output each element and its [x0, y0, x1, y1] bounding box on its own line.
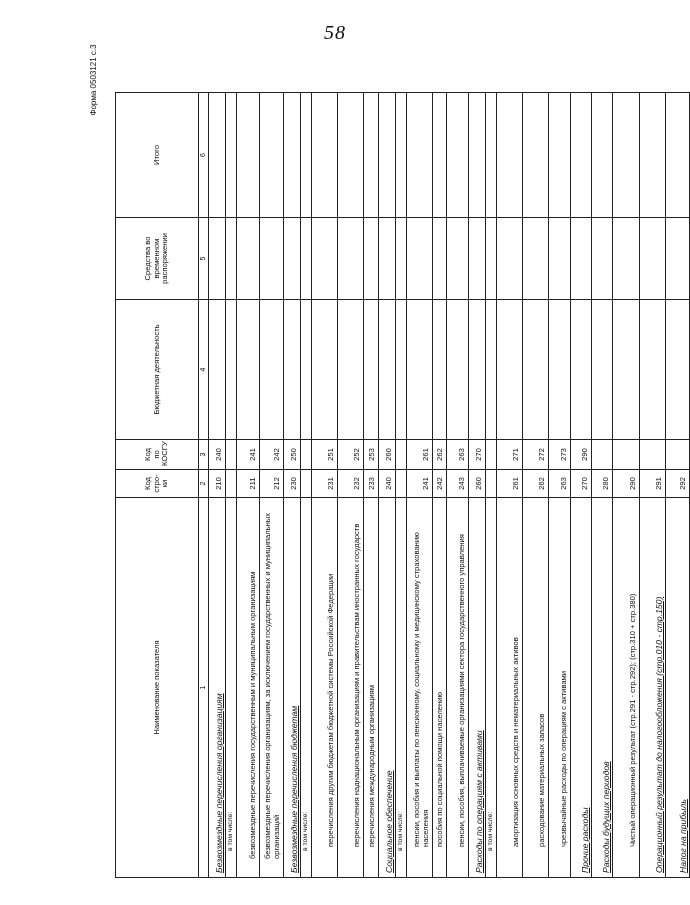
- cell-temporary: [433, 218, 447, 300]
- row-name: Безвозмездные перечисления организациям: [209, 498, 226, 878]
- cell-total: [301, 93, 312, 218]
- cell-total: [523, 93, 549, 218]
- cell-temporary: [209, 218, 226, 300]
- cell-temporary: [571, 218, 592, 300]
- row-line-code: [226, 470, 237, 498]
- row-name: Операционный результат до налогообложения (стр.010 - стр.150): [640, 498, 666, 878]
- table-row: [592, 93, 613, 878]
- row-kosgu-code: 250: [284, 440, 301, 470]
- row-name: в том числе:: [301, 498, 312, 878]
- cell-total: [379, 93, 396, 218]
- row-name: в том числе:: [226, 498, 237, 878]
- cell-temporary: [301, 218, 312, 300]
- header-name: Наименование показателя: [116, 498, 199, 878]
- row-line-code: [301, 470, 312, 498]
- cell-budget: [284, 300, 301, 440]
- row-line-code: 212: [260, 470, 284, 498]
- table-row: [433, 93, 447, 878]
- table-row: [209, 93, 226, 878]
- cell-budget: [312, 300, 338, 440]
- row-name: в том числе:: [486, 498, 497, 878]
- row-kosgu-code: 241: [237, 440, 260, 470]
- cell-budget: [364, 300, 379, 440]
- cell-total: [396, 93, 407, 218]
- row-name: пособия по социальной помощи населению: [433, 498, 447, 878]
- cell-total: [549, 93, 571, 218]
- table-row: [666, 93, 690, 878]
- row-kosgu-code: 263: [447, 440, 469, 470]
- row-name: амортизация основных средств и нематериальных активов: [497, 498, 523, 878]
- table-row: [486, 93, 497, 878]
- row-name: перечисления международным организациям: [364, 498, 379, 878]
- row-line-code: 290: [613, 470, 640, 498]
- column-number: 1: [199, 498, 209, 878]
- cell-budget: [571, 300, 592, 440]
- cell-budget: [209, 300, 226, 440]
- cell-total: [592, 93, 613, 218]
- cell-total: [284, 93, 301, 218]
- cell-total: [433, 93, 447, 218]
- row-line-code: 280: [592, 470, 613, 498]
- row-line-code: 243: [447, 470, 469, 498]
- table-row: [284, 93, 301, 878]
- row-name: чрезвычайные расходы по операциям с активами: [549, 498, 571, 878]
- cell-total: [407, 93, 433, 218]
- row-name: расходование материальных запасов: [523, 498, 549, 878]
- row-line-code: 242: [433, 470, 447, 498]
- row-kosgu-code: [486, 440, 497, 470]
- cell-budget: [613, 300, 640, 440]
- cell-budget: [640, 300, 666, 440]
- cell-budget: [549, 300, 571, 440]
- cell-budget: [469, 300, 486, 440]
- table-row: [301, 93, 312, 878]
- table-row: [237, 93, 260, 878]
- header-line-code: Код стро-ки: [116, 470, 199, 498]
- row-name: безвозмездные перечисления организациям, за исключением государственных и муниципальных организаций: [260, 498, 284, 878]
- row-line-code: 261: [497, 470, 523, 498]
- cell-total: [312, 93, 338, 218]
- column-number: 2: [199, 470, 209, 498]
- cell-temporary: [237, 218, 260, 300]
- table-row: [640, 93, 666, 878]
- row-kosgu-code: [592, 440, 613, 470]
- page-number: 58: [324, 22, 346, 44]
- header-budget: Бюджетная деятельность: [116, 300, 199, 440]
- row-kosgu-code: [666, 440, 690, 470]
- cell-temporary: [486, 218, 497, 300]
- column-number: 4: [199, 300, 209, 440]
- row-line-code: 263: [549, 470, 571, 498]
- cell-total: [613, 93, 640, 218]
- row-name: Расходы по операциям с активами: [469, 498, 486, 878]
- header-row: [116, 93, 199, 878]
- row-kosgu-code: [226, 440, 237, 470]
- cell-budget: [237, 300, 260, 440]
- row-kosgu-code: 253: [364, 440, 379, 470]
- cell-temporary: [497, 218, 523, 300]
- table-row: [497, 93, 523, 878]
- row-line-code: 291: [640, 470, 666, 498]
- column-number: 6: [199, 93, 209, 218]
- row-kosgu-code: 240: [209, 440, 226, 470]
- row-line-code: 241: [407, 470, 433, 498]
- table-row: [571, 93, 592, 878]
- cell-temporary: [312, 218, 338, 300]
- cell-temporary: [469, 218, 486, 300]
- table-row: [338, 93, 364, 878]
- row-kosgu-code: 252: [338, 440, 364, 470]
- row-line-code: 210: [209, 470, 226, 498]
- column-number: 5: [199, 218, 209, 300]
- column-number-row: [199, 93, 209, 878]
- table-row: [396, 93, 407, 878]
- cell-budget: [486, 300, 497, 440]
- header-total: Итого: [116, 93, 199, 218]
- row-name: в том числе:: [396, 498, 407, 878]
- row-kosgu-code: [640, 440, 666, 470]
- row-line-code: 230: [284, 470, 301, 498]
- row-line-code: [396, 470, 407, 498]
- row-kosgu-code: 290: [571, 440, 592, 470]
- row-line-code: 211: [237, 470, 260, 498]
- row-line-code: 292: [666, 470, 690, 498]
- cell-budget: [301, 300, 312, 440]
- table-row: [260, 93, 284, 878]
- cell-budget: [379, 300, 396, 440]
- row-name: безвозмездные перечисления государственным и муниципальным организациям: [237, 498, 260, 878]
- header-kosgu-code: Код по КОСГУ: [116, 440, 199, 470]
- cell-temporary: [364, 218, 379, 300]
- cell-budget: [592, 300, 613, 440]
- cell-budget: [523, 300, 549, 440]
- cell-total: [640, 93, 666, 218]
- cell-total: [338, 93, 364, 218]
- cell-total: [571, 93, 592, 218]
- table-row: [523, 93, 549, 878]
- cell-budget: [260, 300, 284, 440]
- row-name: Чистый операционный результат (стр.291 - стр.292); (стр.310 + стр.380): [613, 498, 640, 878]
- cell-budget: [666, 300, 690, 440]
- cell-budget: [447, 300, 469, 440]
- row-name: Расходы будущих периодов: [592, 498, 613, 878]
- cell-budget: [497, 300, 523, 440]
- table-row: [379, 93, 396, 878]
- cell-total: [666, 93, 690, 218]
- form-code: Форма 0503121 с.3: [89, 44, 98, 116]
- cell-total: [469, 93, 486, 218]
- cell-total: [260, 93, 284, 218]
- cell-temporary: [260, 218, 284, 300]
- row-name: пенсии, пособия и выплаты по пенсионному, социальному и медицинскому страхованию населения: [407, 498, 433, 878]
- row-line-code: 262: [523, 470, 549, 498]
- row-name: Прочие расходы: [571, 498, 592, 878]
- row-kosgu-code: 273: [549, 440, 571, 470]
- table-row: [549, 93, 571, 878]
- row-line-code: [486, 470, 497, 498]
- table-row: [364, 93, 379, 878]
- row-line-code: 232: [338, 470, 364, 498]
- cell-total: [364, 93, 379, 218]
- cell-temporary: [613, 218, 640, 300]
- row-name: пенсии, пособия, выплачиваемые организациями сектора государственного управления: [447, 498, 469, 878]
- row-kosgu-code: 272: [523, 440, 549, 470]
- row-name: перечисления другим бюджетам бюджетной системы Российской Федерации: [312, 498, 338, 878]
- row-kosgu-code: 261: [407, 440, 433, 470]
- cell-temporary: [666, 218, 690, 300]
- table-row: [312, 93, 338, 878]
- cell-temporary: [226, 218, 237, 300]
- row-kosgu-code: 271: [497, 440, 523, 470]
- header-temporary: Средства во временном распоряжении: [116, 218, 199, 300]
- cell-temporary: [379, 218, 396, 300]
- cell-total: [237, 93, 260, 218]
- row-name: перечисления наднациональным организациям и правительствам иностранных государств: [338, 498, 364, 878]
- cell-temporary: [640, 218, 666, 300]
- cell-total: [486, 93, 497, 218]
- report-table: [115, 92, 690, 878]
- cell-temporary: [338, 218, 364, 300]
- row-kosgu-code: [613, 440, 640, 470]
- column-number: 3: [199, 440, 209, 470]
- row-kosgu-code: 260: [379, 440, 396, 470]
- table-row: [613, 93, 640, 878]
- row-kosgu-code: [396, 440, 407, 470]
- row-kosgu-code: [301, 440, 312, 470]
- cell-temporary: [447, 218, 469, 300]
- row-name: Безвозмездные перечисления бюджетам: [284, 498, 301, 878]
- cell-temporary: [549, 218, 571, 300]
- cell-temporary: [407, 218, 433, 300]
- row-kosgu-code: 262: [433, 440, 447, 470]
- rotated-report-table: [115, 93, 688, 878]
- row-name: Налог на прибыль: [666, 498, 690, 878]
- row-line-code: 260: [469, 470, 486, 498]
- row-kosgu-code: 251: [312, 440, 338, 470]
- table-row: [407, 93, 433, 878]
- cell-budget: [407, 300, 433, 440]
- cell-temporary: [284, 218, 301, 300]
- row-name: Социальное обеспечение: [379, 498, 396, 878]
- cell-total: [209, 93, 226, 218]
- cell-total: [497, 93, 523, 218]
- row-line-code: 240: [379, 470, 396, 498]
- cell-budget: [226, 300, 237, 440]
- row-line-code: 231: [312, 470, 338, 498]
- row-kosgu-code: 242: [260, 440, 284, 470]
- cell-budget: [396, 300, 407, 440]
- cell-budget: [338, 300, 364, 440]
- row-line-code: 270: [571, 470, 592, 498]
- cell-budget: [433, 300, 447, 440]
- cell-temporary: [592, 218, 613, 300]
- table-row: [447, 93, 469, 878]
- table-row: [469, 93, 486, 878]
- table-row: [226, 93, 237, 878]
- cell-temporary: [523, 218, 549, 300]
- cell-total: [226, 93, 237, 218]
- row-line-code: 233: [364, 470, 379, 498]
- cell-total: [447, 93, 469, 218]
- row-kosgu-code: 270: [469, 440, 486, 470]
- cell-temporary: [396, 218, 407, 300]
